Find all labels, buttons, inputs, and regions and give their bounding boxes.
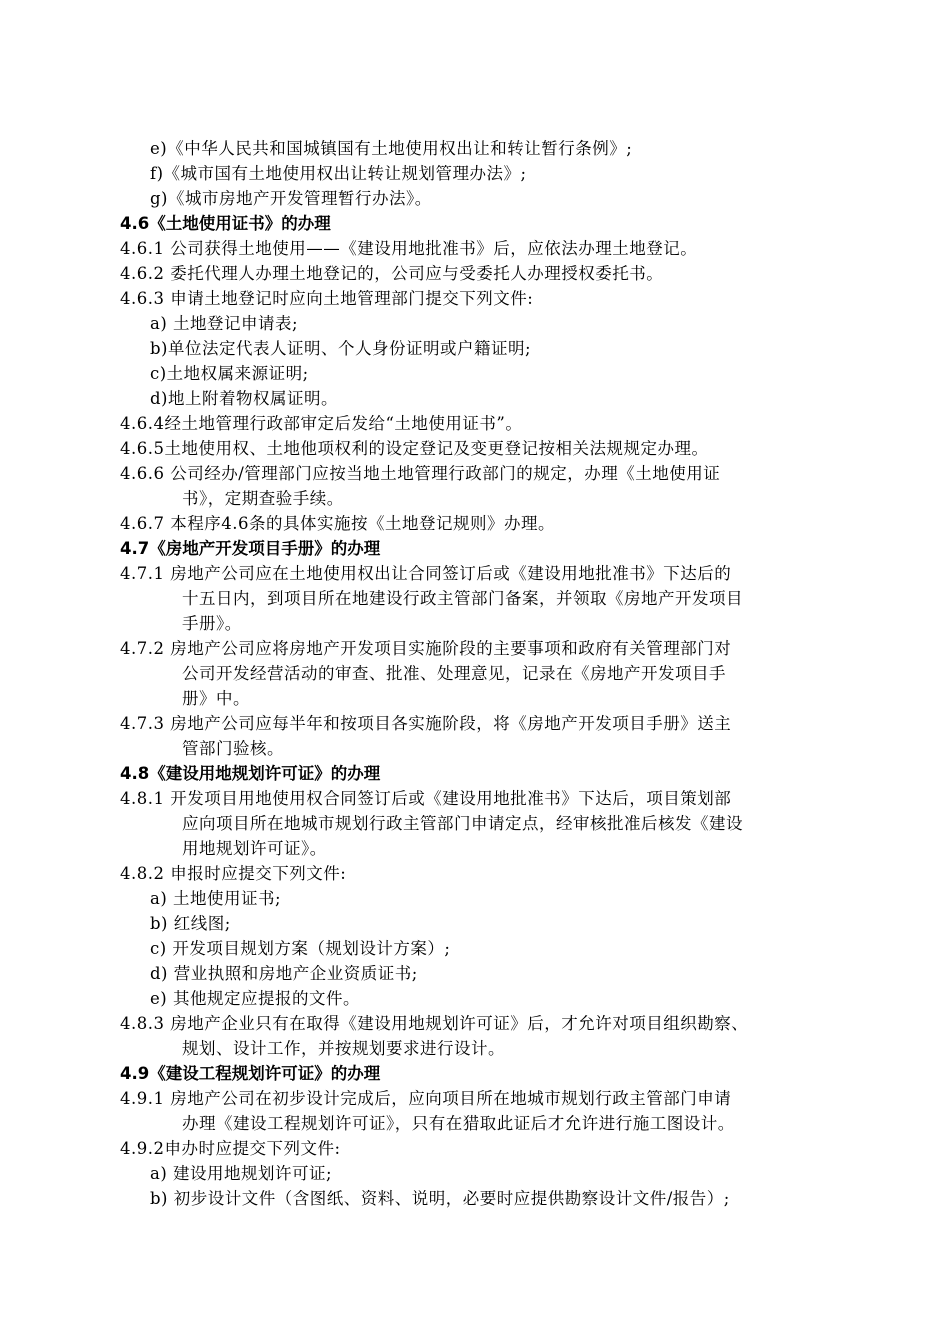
list-item: c)土地权属来源证明;	[150, 364, 309, 383]
list-item: g)《城市房地产开发管理暂行办法》。	[150, 189, 432, 208]
paragraph-line: 4.8.2 申报时应提交下列文件:	[120, 864, 347, 883]
paragraph-line: 4.7.1 房地产公司应在土地使用权出让合同签订后或《建设用地批准书》下达后的	[120, 564, 732, 583]
list-item: e)《中华人民共和国城镇国有土地使用权出让和转让暂行条例》;	[150, 139, 633, 158]
paragraph-line: 4.8.1 开发项目用地使用权合同签订后或《建设用地批准书》下达后，项目策划部	[120, 789, 732, 808]
paragraph-line: 4.6.2 委托代理人办理土地登记的，公司应与受委托人办理授权委托书。	[120, 264, 664, 283]
paragraph-line: 应向项目所在地城市规划行政主管部门申请定点，经审核批准后核发《建设	[182, 814, 743, 833]
list-item: c) 开发项目规划方案（规划设计方案）;	[150, 939, 451, 958]
list-item: f)《城市国有土地使用权出让转让规划管理办法》;	[150, 164, 527, 183]
paragraph-line: 册》中。	[182, 689, 250, 708]
paragraph-line: 书》，定期查验手续。	[182, 489, 344, 508]
paragraph-line: 4.6.5土地使用权、土地他项权利的设定登记及变更登记按相关法规规定办理。	[120, 439, 709, 458]
paragraph-line: 规划、设计工作，并按规划要求进行设计。	[182, 1039, 505, 1058]
list-item: b) 红线图;	[150, 914, 231, 933]
paragraph-line: 4.6.4经土地管理行政部审定后发给“土地使用证书”。	[120, 414, 523, 433]
section-heading: 4.9《建设工程规划许可证》的办理	[120, 1064, 381, 1083]
list-item: b)单位法定代表人证明、个人身份证明或户籍证明;	[150, 339, 532, 358]
list-item: a) 土地登记申请表;	[150, 314, 299, 333]
paragraph-line: 4.7.2 房地产公司应将房地产开发项目实施阶段的主要事项和政府有关管理部门对	[120, 639, 732, 658]
list-item: d)地上附着物权属证明。	[150, 389, 338, 408]
paragraph-line: 4.6.6 公司经办/管理部门应按当地土地管理行政部门的规定，办理《土地使用证	[120, 464, 721, 483]
list-item: a) 土地使用证书;	[150, 889, 282, 908]
paragraph-line: 4.9.1 房地产公司在初步设计完成后，应向项目所在地城市规划行政主管部门申请	[120, 1089, 732, 1108]
paragraph-line: 4.8.3 房地产企业只有在取得《建设用地规划许可证》后，才允许对项目组织勘察、	[120, 1014, 749, 1033]
paragraph-line: 管部门验核。	[182, 739, 284, 758]
list-item: e) 其他规定应提报的文件。	[150, 989, 360, 1008]
paragraph-line: 用地规划许可证》。	[182, 839, 327, 858]
section-heading: 4.6《土地使用证书》的办理	[120, 214, 331, 233]
list-item: d) 营业执照和房地产企业资质证书;	[150, 964, 418, 983]
paragraph-line: 4.6.1 公司获得土地使用——《建设用地批准书》后，应依法办理土地登记。	[120, 239, 698, 258]
paragraph-line: 公司开发经营活动的审查、批准、处理意见，记录在《房地产开发项目手	[182, 664, 726, 683]
paragraph-line: 4.6.7 本程序4.6条的具体实施按《土地登记规则》办理。	[120, 514, 555, 533]
paragraph-line: 4.9.2申办时应提交下列文件:	[120, 1139, 341, 1158]
list-item: a) 建设用地规划许可证;	[150, 1164, 333, 1183]
paragraph-line: 4.7.3 房地产公司应每半年和按项目各实施阶段，将《房地产开发项目手册》送主	[120, 714, 732, 733]
section-heading: 4.7《房地产开发项目手册》的办理	[120, 539, 381, 558]
paragraph-line: 4.6.3 申请土地登记时应向土地管理部门提交下列文件:	[120, 289, 534, 308]
paragraph-line: 十五日内，到项目所在地建设行政主管部门备案，并领取《房地产开发项目	[182, 589, 743, 608]
paragraph-line: 办理《建设工程规划许可证》，只有在猎取此证后才允许进行施工图设计。	[182, 1114, 735, 1133]
list-item: b) 初步设计文件（含图纸、资料、说明，必要时应提供勘察设计文件/报告）;	[150, 1189, 730, 1208]
section-heading: 4.8《建设用地规划许可证》的办理	[120, 764, 381, 783]
paragraph-line: 手册》。	[182, 614, 242, 633]
